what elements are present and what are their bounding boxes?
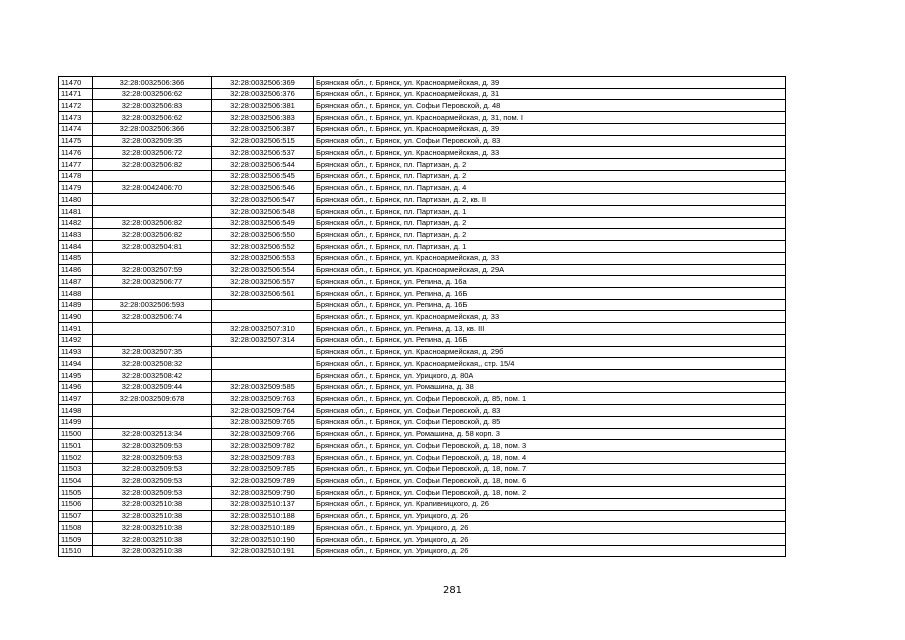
page-number: 281 xyxy=(442,585,463,596)
parcel-number-cell: 32:28:0032506:74 xyxy=(93,311,212,323)
table-row xyxy=(59,358,786,370)
object-number-cell: 32:28:0032506:383 xyxy=(212,112,314,124)
row-number-cell: 11506 xyxy=(59,498,93,510)
parcel-number-cell: 32:28:0032509:53 xyxy=(93,463,212,475)
object-number-cell xyxy=(212,299,314,311)
address-cell: Брянская обл., г. Брянск, ул. Красноармейская, д. 29б xyxy=(314,346,786,358)
row-number-cell: 11488 xyxy=(59,287,93,299)
parcel-number-cell: 32:28:0032510:38 xyxy=(93,510,212,522)
address-cell: Брянская обл., г. Брянск, ул. Красноармейская, д. 33 xyxy=(314,147,786,159)
object-number-cell: 32:28:0032506:554 xyxy=(212,264,314,276)
object-number-cell: 32:28:0032507:314 xyxy=(212,334,314,346)
row-number-cell: 11476 xyxy=(59,147,93,159)
row-number-cell: 11509 xyxy=(59,534,93,546)
row-number-cell: 11494 xyxy=(59,358,93,370)
address-cell: Брянская обл., г. Брянск, пл. Партизан, д. 2 xyxy=(314,159,786,171)
object-number-cell: 32:28:0032506:381 xyxy=(212,100,314,112)
object-number-cell: 32:28:0032510:191 xyxy=(212,545,314,557)
object-number-cell: 32:28:0032506:550 xyxy=(212,229,314,241)
address-cell: Брянская обл., г. Брянск, ул. Урицкого, д. 80А xyxy=(314,369,786,381)
address-cell: Брянская обл., г. Брянск, ул. Софьи Перовской, д. 18, пом. 6 xyxy=(314,475,786,487)
parcel-number-cell xyxy=(93,334,212,346)
parcel-number-cell xyxy=(93,205,212,217)
address-cell: Брянская обл., г. Брянск, ул. Красноармейская, д. 39 xyxy=(314,77,786,89)
object-number-cell: 32:28:0032507:310 xyxy=(212,323,314,335)
object-number-cell: 32:28:0032506:387 xyxy=(212,123,314,135)
object-number-cell: 32:28:0032506:561 xyxy=(212,287,314,299)
address-cell: Брянская обл., г. Брянск, пл. Партизан, д. 2, кв. II xyxy=(314,194,786,206)
object-number-cell xyxy=(212,346,314,358)
table-row xyxy=(59,241,786,253)
parcel-number-cell: 32:28:0032506:82 xyxy=(93,159,212,171)
address-cell: Брянская обл., г. Брянск, ул. Репина, д. 13, кв. III xyxy=(314,323,786,335)
parcel-number-cell: 32:28:0032509:35 xyxy=(93,135,212,147)
parcel-number-cell: 32:28:0032510:38 xyxy=(93,534,212,546)
parcel-number-cell: 32:28:0032506:82 xyxy=(93,217,212,229)
table-row xyxy=(59,194,786,206)
table-row xyxy=(59,405,786,417)
table-row xyxy=(59,393,786,405)
object-number-cell: 32:28:0032509:585 xyxy=(212,381,314,393)
row-number-cell: 11485 xyxy=(59,252,93,264)
table-row xyxy=(59,217,786,229)
row-number-cell: 11479 xyxy=(59,182,93,194)
object-number-cell: 32:28:0032506:537 xyxy=(212,147,314,159)
parcel-number-cell: 32:28:0032509:53 xyxy=(93,487,212,499)
object-number-cell: 32:28:0032506:369 xyxy=(212,77,314,89)
object-number-cell: 32:28:0032506:552 xyxy=(212,241,314,253)
address-cell: Брянская обл., г. Брянск, ул. Красноармейская, д. 33 xyxy=(314,311,786,323)
object-number-cell: 32:28:0032506:544 xyxy=(212,159,314,171)
address-cell: Брянская обл., г. Брянск, ул. Репина, д. 16а xyxy=(314,276,786,288)
row-number-cell: 11490 xyxy=(59,311,93,323)
row-number-cell: 11507 xyxy=(59,510,93,522)
object-number-cell: 32:28:0032509:764 xyxy=(212,405,314,417)
table-row xyxy=(59,510,786,522)
address-cell: Брянская обл., г. Брянск, ул. Репина, д. 16Б xyxy=(314,287,786,299)
parcel-number-cell xyxy=(93,194,212,206)
object-number-cell: 32:28:0032510:137 xyxy=(212,498,314,510)
parcel-number-cell: 32:28:0032506:82 xyxy=(93,229,212,241)
parcel-number-cell: 32:28:0032513:34 xyxy=(93,428,212,440)
table-row xyxy=(59,498,786,510)
row-number-cell: 11480 xyxy=(59,194,93,206)
row-number-cell: 11501 xyxy=(59,440,93,452)
row-number-cell: 11470 xyxy=(59,77,93,89)
row-number-cell: 11495 xyxy=(59,369,93,381)
row-number-cell: 11473 xyxy=(59,112,93,124)
object-number-cell: 32:28:0032506:515 xyxy=(212,135,314,147)
address-cell: Брянская обл., г. Брянск, ул. Урицкого, д. 26 xyxy=(314,510,786,522)
address-cell: Брянская обл., г. Брянск, ул. Софьи Перовской, д. 83 xyxy=(314,405,786,417)
row-number-cell: 11499 xyxy=(59,416,93,428)
parcel-number-cell: 32:28:0032506:366 xyxy=(93,123,212,135)
address-cell: Брянская обл., г. Брянск, ул. Красноармейская,, стр. 15/4 xyxy=(314,358,786,370)
address-cell: Брянская обл., г. Брянск, ул. Репина, д. 16Б xyxy=(314,334,786,346)
row-number-cell: 11487 xyxy=(59,276,93,288)
address-cell: Брянская обл., г. Брянск, ул. Софьи Перовской, д. 48 xyxy=(314,100,786,112)
parcel-number-cell: 32:28:0032509:44 xyxy=(93,381,212,393)
parcel-number-cell xyxy=(93,416,212,428)
table-row xyxy=(59,428,786,440)
row-number-cell: 11481 xyxy=(59,205,93,217)
table-row xyxy=(59,135,786,147)
object-number-cell xyxy=(212,358,314,370)
object-number-cell: 32:28:0032506:545 xyxy=(212,170,314,182)
object-number-cell: 32:28:0032509:763 xyxy=(212,393,314,405)
parcel-number-cell: 32:28:0032506:366 xyxy=(93,77,212,89)
table-row xyxy=(59,287,786,299)
object-number-cell: 32:28:0032509:789 xyxy=(212,475,314,487)
table-row xyxy=(59,182,786,194)
row-number-cell: 11493 xyxy=(59,346,93,358)
row-number-cell: 11484 xyxy=(59,241,93,253)
parcel-number-cell xyxy=(93,323,212,335)
table-row xyxy=(59,369,786,381)
object-number-cell: 32:28:0032506:553 xyxy=(212,252,314,264)
address-cell: Брянская обл., г. Брянск, ул. Урицкого, д. 26 xyxy=(314,522,786,534)
row-number-cell: 11475 xyxy=(59,135,93,147)
parcel-number-cell: 32:28:0032510:38 xyxy=(93,545,212,557)
address-cell: Брянская обл., г. Брянск, пл. Партизан, д. 2 xyxy=(314,217,786,229)
table-row xyxy=(59,475,786,487)
table-row xyxy=(59,311,786,323)
table-row xyxy=(59,112,786,124)
row-number-cell: 11505 xyxy=(59,487,93,499)
table-row xyxy=(59,276,786,288)
row-number-cell: 11492 xyxy=(59,334,93,346)
object-number-cell: 32:28:0032509:765 xyxy=(212,416,314,428)
table-row xyxy=(59,381,786,393)
parcel-number-cell xyxy=(93,287,212,299)
row-number-cell: 11496 xyxy=(59,381,93,393)
row-number-cell: 11498 xyxy=(59,405,93,417)
cadastral-table-body xyxy=(59,77,786,557)
address-cell: Брянская обл., г. Брянск, ул. Красноармейская, д. 31 xyxy=(314,88,786,100)
address-cell: Брянская обл., г. Брянск, ул. Софьи Перовской, д. 85, пом. 1 xyxy=(314,393,786,405)
parcel-number-cell xyxy=(93,405,212,417)
row-number-cell: 11491 xyxy=(59,323,93,335)
table-row xyxy=(59,440,786,452)
table-row xyxy=(59,88,786,100)
row-number-cell: 11502 xyxy=(59,452,93,464)
row-number-cell: 11497 xyxy=(59,393,93,405)
table-row xyxy=(59,334,786,346)
row-number-cell: 11508 xyxy=(59,522,93,534)
table-row xyxy=(59,346,786,358)
address-cell: Брянская обл., г. Брянск, ул. Софьи Перовской, д. 18, пом. 4 xyxy=(314,452,786,464)
parcel-number-cell: 32:28:0032508:42 xyxy=(93,369,212,381)
parcel-number-cell: 32:28:0032510:38 xyxy=(93,522,212,534)
parcel-number-cell: 32:28:0032509:53 xyxy=(93,452,212,464)
address-cell: Брянская обл., г. Брянск, ул. Софьи Перовской, д. 85 xyxy=(314,416,786,428)
table-row xyxy=(59,323,786,335)
row-number-cell: 11482 xyxy=(59,217,93,229)
table-row xyxy=(59,100,786,112)
address-cell: Брянская обл., г. Брянск, пл. Партизан, д. 4 xyxy=(314,182,786,194)
address-cell: Брянская обл., г. Брянск, пл. Партизан, д. 2 xyxy=(314,170,786,182)
object-number-cell: 32:28:0032509:782 xyxy=(212,440,314,452)
object-number-cell: 32:28:0032506:547 xyxy=(212,194,314,206)
parcel-number-cell xyxy=(93,252,212,264)
table-row xyxy=(59,452,786,464)
parcel-number-cell: 32:28:0032506:62 xyxy=(93,88,212,100)
parcel-number-cell xyxy=(93,170,212,182)
row-number-cell: 11478 xyxy=(59,170,93,182)
row-number-cell: 11503 xyxy=(59,463,93,475)
object-number-cell: 32:28:0032509:785 xyxy=(212,463,314,475)
object-number-cell: 32:28:0032510:188 xyxy=(212,510,314,522)
parcel-number-cell: 32:28:0032509:53 xyxy=(93,475,212,487)
address-cell: Брянская обл., г. Брянск, пл. Партизан, д. 1 xyxy=(314,241,786,253)
table-row xyxy=(59,229,786,241)
object-number-cell: 32:28:0032510:190 xyxy=(212,534,314,546)
address-cell: Брянская обл., г. Брянск, пл. Партизан, д. 1 xyxy=(314,205,786,217)
row-number-cell: 11489 xyxy=(59,299,93,311)
row-number-cell: 11477 xyxy=(59,159,93,171)
table-row xyxy=(59,522,786,534)
object-number-cell: 32:28:0032506:546 xyxy=(212,182,314,194)
table-row xyxy=(59,534,786,546)
address-cell: Брянская обл., г. Брянск, ул. Крапивницкого, д. 26 xyxy=(314,498,786,510)
table-row xyxy=(59,147,786,159)
parcel-number-cell: 32:28:0032504:81 xyxy=(93,241,212,253)
row-number-cell: 11474 xyxy=(59,123,93,135)
parcel-number-cell: 32:28:0032506:72 xyxy=(93,147,212,159)
parcel-number-cell: 32:28:0032509:53 xyxy=(93,440,212,452)
table-row xyxy=(59,416,786,428)
parcel-number-cell: 32:28:0032507:35 xyxy=(93,346,212,358)
address-cell: Брянская обл., г. Брянск, ул. Софьи Перовской, д. 18, пом. 7 xyxy=(314,463,786,475)
address-cell: Брянская обл., г. Брянск, ул. Красноармейская, д. 29А xyxy=(314,264,786,276)
parcel-number-cell: 32:28:0032508:32 xyxy=(93,358,212,370)
parcel-number-cell: 32:28:0032506:83 xyxy=(93,100,212,112)
table-row xyxy=(59,170,786,182)
address-cell: Брянская обл., г. Брянск, ул. Урицкого, д. 26 xyxy=(314,545,786,557)
address-cell: Брянская обл., г. Брянск, ул. Ромашина, д. 38 xyxy=(314,381,786,393)
table-row xyxy=(59,299,786,311)
address-cell: Брянская обл., г. Брянск, ул. Софьи Перовской, д. 18, пом. 2 xyxy=(314,487,786,499)
row-number-cell: 11483 xyxy=(59,229,93,241)
cadastral-table xyxy=(58,76,786,557)
row-number-cell: 11486 xyxy=(59,264,93,276)
object-number-cell: 32:28:0032506:549 xyxy=(212,217,314,229)
parcel-number-cell: 32:28:0032507:59 xyxy=(93,264,212,276)
address-cell: Брянская обл., г. Брянск, ул. Урицкого, д. 26 xyxy=(314,534,786,546)
address-cell: Брянская обл., г. Брянск, ул. Софьи Перовской, д. 83 xyxy=(314,135,786,147)
address-cell: Брянская обл., г. Брянск, ул. Репина, д. 16Б xyxy=(314,299,786,311)
object-number-cell: 32:28:0032510:189 xyxy=(212,522,314,534)
address-cell: Брянская обл., г. Брянск, ул. Ромашина, д. 58 корп. 3 xyxy=(314,428,786,440)
table-row xyxy=(59,123,786,135)
table-row xyxy=(59,545,786,557)
object-number-cell: 32:28:0032506:376 xyxy=(212,88,314,100)
row-number-cell: 11500 xyxy=(59,428,93,440)
table-row xyxy=(59,463,786,475)
parcel-number-cell: 32:28:0032510:38 xyxy=(93,498,212,510)
object-number-cell: 32:28:0032506:548 xyxy=(212,205,314,217)
address-cell: Брянская обл., г. Брянск, ул. Красноармейская, д. 31, пом. I xyxy=(314,112,786,124)
table-row xyxy=(59,252,786,264)
object-number-cell: 32:28:0032509:783 xyxy=(212,452,314,464)
row-number-cell: 11471 xyxy=(59,88,93,100)
parcel-number-cell: 32:28:0042406:70 xyxy=(93,182,212,194)
row-number-cell: 11510 xyxy=(59,545,93,557)
address-cell: Брянская обл., г. Брянск, ул. Красноармейская, д. 39 xyxy=(314,123,786,135)
parcel-number-cell: 32:28:0032506:62 xyxy=(93,112,212,124)
address-cell: Брянская обл., г. Брянск, ул. Софьи Перовской, д. 18, пом. 3 xyxy=(314,440,786,452)
object-number-cell: 32:28:0032506:557 xyxy=(212,276,314,288)
row-number-cell: 11472 xyxy=(59,100,93,112)
object-number-cell xyxy=(212,311,314,323)
object-number-cell: 32:28:0032509:766 xyxy=(212,428,314,440)
object-number-cell xyxy=(212,369,314,381)
table-row xyxy=(59,77,786,89)
parcel-number-cell: 32:28:0032506:77 xyxy=(93,276,212,288)
parcel-number-cell: 32:28:0032506:593 xyxy=(93,299,212,311)
address-cell: Брянская обл., г. Брянск, пл. Партизан, д. 2 xyxy=(314,229,786,241)
address-cell: Брянская обл., г. Брянск, ул. Красноармейская, д. 33 xyxy=(314,252,786,264)
object-number-cell: 32:28:0032509:790 xyxy=(212,487,314,499)
table-row xyxy=(59,264,786,276)
table-row xyxy=(59,205,786,217)
table-row xyxy=(59,487,786,499)
parcel-number-cell: 32:28:0032509:678 xyxy=(93,393,212,405)
table-row xyxy=(59,159,786,171)
row-number-cell: 11504 xyxy=(59,475,93,487)
